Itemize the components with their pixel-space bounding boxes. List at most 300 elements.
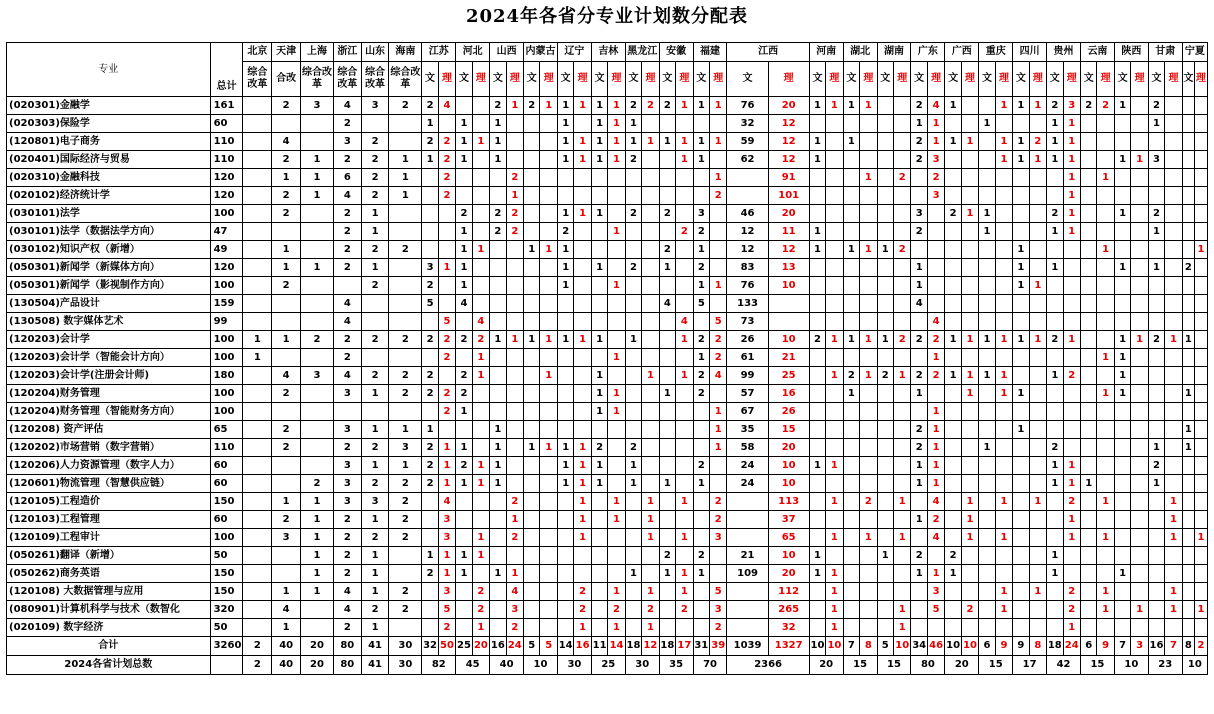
quota-cell <box>540 619 557 637</box>
quota-cell: 1 <box>1029 277 1046 295</box>
quota-cell: 1 <box>927 565 944 583</box>
quota-cell: 4 <box>333 367 361 385</box>
quota-cell <box>591 313 607 331</box>
quota-cell <box>1013 367 1029 385</box>
quota-cell <box>877 205 893 223</box>
quota-cell <box>1195 151 1208 169</box>
quota-cell <box>979 475 995 493</box>
quota-cell <box>438 223 455 241</box>
quota-cell <box>1047 169 1063 187</box>
quota-cell <box>272 295 301 313</box>
quota-cell <box>301 385 334 403</box>
quota-cell: 3 <box>710 529 727 547</box>
quota-cell <box>1013 619 1029 637</box>
quota-cell <box>945 115 961 133</box>
quota-cell <box>524 565 540 583</box>
quota-cell <box>642 439 659 457</box>
quota-cell: 2 <box>361 475 389 493</box>
major-total: 100 <box>210 385 243 403</box>
major-name: (120202)市场营销（数字营销） <box>7 439 211 457</box>
quota-cell <box>642 457 659 475</box>
quota-cell: 1 <box>1047 367 1063 385</box>
major-total: 150 <box>210 565 243 583</box>
quota-cell <box>243 403 272 421</box>
quota-cell: 1 <box>809 151 825 169</box>
sum-cell: 7 <box>843 637 859 656</box>
quota-cell: 1 <box>1063 187 1080 205</box>
quota-cell <box>472 187 489 205</box>
quota-cell <box>1165 169 1182 187</box>
quota-cell <box>574 259 591 277</box>
province-header: 甘肃 <box>1148 43 1182 62</box>
quota-cell <box>524 403 540 421</box>
quota-cell <box>676 385 693 403</box>
quota-cell: 1 <box>608 133 625 151</box>
quota-cell: 1 <box>1097 583 1114 601</box>
province-header: 湖北 <box>843 43 877 62</box>
sum-cell: 1039 <box>727 637 768 656</box>
quota-cell <box>608 421 625 439</box>
quota-cell <box>979 133 995 151</box>
plan-cell: 2366 <box>727 656 809 675</box>
quota-cell: 1 <box>1182 331 1194 349</box>
quota-cell <box>1131 511 1148 529</box>
quota-cell: 1 <box>301 565 334 583</box>
quota-cell <box>1131 565 1148 583</box>
quota-cell: 1 <box>693 277 709 295</box>
table-row <box>7 349 1208 367</box>
quota-cell <box>1195 385 1208 403</box>
quota-cell: 35 <box>727 421 768 439</box>
province-header: 陕西 <box>1114 43 1148 62</box>
quota-cell <box>1114 457 1130 475</box>
quota-cell: 1 <box>843 133 859 151</box>
quota-cell <box>979 277 995 295</box>
quota-cell <box>727 493 768 511</box>
quota-cell: 2 <box>272 385 301 403</box>
quota-cell <box>591 421 607 439</box>
quota-cell: 12 <box>727 241 768 259</box>
quota-cell <box>893 277 910 295</box>
sum-cell: 10 <box>961 637 978 656</box>
quota-cell <box>456 169 472 187</box>
quota-cell <box>843 349 859 367</box>
sum-cell: 39 <box>710 637 727 656</box>
quota-cell: 1 <box>557 259 573 277</box>
quota-cell <box>422 187 438 205</box>
quota-cell <box>625 349 641 367</box>
subject-header: 理 <box>995 62 1012 97</box>
quota-cell: 2 <box>693 547 709 565</box>
quota-cell: 11 <box>768 223 809 241</box>
quota-cell: 76 <box>727 97 768 115</box>
quota-cell <box>1029 205 1046 223</box>
quota-cell: 1 <box>591 331 607 349</box>
plan-cell: 30 <box>557 656 591 675</box>
quota-cell <box>877 97 893 115</box>
quota-cell: 2 <box>361 151 389 169</box>
sum-cell: 17 <box>676 637 693 656</box>
quota-cell <box>1063 349 1080 367</box>
quota-cell: 1 <box>961 385 978 403</box>
quota-cell <box>995 241 1012 259</box>
quota-cell <box>1029 439 1046 457</box>
major-name: (120204)财务管理 <box>7 385 211 403</box>
quota-cell <box>591 565 607 583</box>
quota-cell: 2 <box>301 475 334 493</box>
subject-header: 理 <box>1097 62 1114 97</box>
quota-cell <box>1063 547 1080 565</box>
quota-cell: 1 <box>608 493 625 511</box>
sum-cell: 2 <box>1195 637 1208 656</box>
quota-cell <box>557 403 573 421</box>
quota-cell: 1 <box>860 529 877 547</box>
quota-cell <box>945 529 961 547</box>
subject-header: 文 <box>693 62 709 97</box>
quota-cell <box>243 565 272 583</box>
major-total: 100 <box>210 277 243 295</box>
quota-cell <box>591 547 607 565</box>
sum-cell: 50 <box>438 637 455 656</box>
quota-cell <box>625 313 641 331</box>
quota-cell <box>389 115 422 133</box>
province-header: 广东 <box>911 43 945 62</box>
quota-cell: 1 <box>1195 529 1208 547</box>
quota-cell <box>1013 313 1029 331</box>
subject-header: 理 <box>768 62 809 97</box>
major-name: (120203)会计学(注册会计师) <box>7 367 211 385</box>
major-total: 50 <box>210 619 243 637</box>
quota-cell <box>301 115 334 133</box>
quota-cell <box>676 439 693 457</box>
quota-cell <box>524 223 540 241</box>
quota-cell: 1 <box>608 277 625 295</box>
subject-header: 理 <box>676 62 693 97</box>
quota-cell <box>389 547 422 565</box>
quota-cell: 1 <box>557 97 573 115</box>
quota-cell: 1 <box>693 241 709 259</box>
quota-cell <box>860 313 877 331</box>
quota-cell <box>693 583 709 601</box>
quota-cell: 5 <box>693 295 709 313</box>
quota-cell: 2 <box>490 223 506 241</box>
quota-cell: 1 <box>1013 259 1029 277</box>
quota-cell: 1 <box>540 97 557 115</box>
quota-cell <box>693 313 709 331</box>
quota-cell <box>1131 367 1148 385</box>
quota-cell: 2 <box>710 619 727 637</box>
quota-cell <box>893 187 910 205</box>
quota-cell: 1 <box>911 115 927 133</box>
quota-cell <box>1047 295 1063 313</box>
quota-cell: 1 <box>860 97 877 115</box>
quota-cell <box>1080 205 1096 223</box>
plan-cell: 2 <box>243 656 272 675</box>
major-name: (020303)保险学 <box>7 115 211 133</box>
quota-cell <box>361 115 389 133</box>
quota-cell: 3 <box>272 529 301 547</box>
quota-cell <box>243 277 272 295</box>
quota-cell <box>826 313 843 331</box>
quota-cell <box>574 223 591 241</box>
quota-cell: 1 <box>1047 457 1063 475</box>
quota-cell <box>843 295 859 313</box>
quota-cell: 1 <box>438 547 455 565</box>
quota-cell <box>843 583 859 601</box>
quota-cell: 1 <box>693 97 709 115</box>
quota-cell <box>540 511 557 529</box>
quota-cell <box>826 241 843 259</box>
quota-cell: 101 <box>768 187 809 205</box>
quota-cell <box>911 601 927 619</box>
quota-cell: 2 <box>945 547 961 565</box>
quota-cell: 1 <box>490 475 506 493</box>
sum-cell: 10 <box>826 637 843 656</box>
subject-header: 文 <box>456 62 472 97</box>
quota-cell <box>911 403 927 421</box>
quota-cell <box>927 547 944 565</box>
quota-cell: 2 <box>710 331 727 349</box>
quota-cell: 4 <box>472 313 489 331</box>
quota-cell: 1 <box>456 439 472 457</box>
subject-header: 综合改革 <box>389 62 422 97</box>
quota-cell <box>1013 223 1029 241</box>
province-header: 贵州 <box>1047 43 1081 62</box>
quota-cell <box>659 511 675 529</box>
quota-cell <box>1195 457 1208 475</box>
quota-cell <box>945 421 961 439</box>
quota-cell: 1 <box>826 457 843 475</box>
quota-cell <box>1195 439 1208 457</box>
quota-cell <box>961 313 978 331</box>
quota-cell <box>1182 565 1194 583</box>
quota-cell <box>961 547 978 565</box>
quota-cell: 1 <box>422 421 438 439</box>
major-total: 50 <box>210 547 243 565</box>
quota-cell: 4 <box>927 493 944 511</box>
quota-cell: 2 <box>438 349 455 367</box>
quota-cell <box>540 187 557 205</box>
quota-cell <box>1013 349 1029 367</box>
quota-cell: 1 <box>490 439 506 457</box>
quota-cell <box>243 475 272 493</box>
quota-cell <box>659 169 675 187</box>
quota-cell <box>693 421 709 439</box>
quota-cell <box>843 439 859 457</box>
major-total: 110 <box>210 133 243 151</box>
quota-cell <box>927 295 944 313</box>
sum-cell: 3 <box>1131 637 1148 656</box>
quota-cell: 2 <box>608 601 625 619</box>
quota-cell: 2 <box>591 439 607 457</box>
table-row <box>7 133 1208 151</box>
quota-cell: 1 <box>995 367 1012 385</box>
quota-cell: 1 <box>438 439 455 457</box>
table-row <box>7 151 1208 169</box>
major-total: 100 <box>210 331 243 349</box>
quota-cell <box>524 493 540 511</box>
quota-cell: 2 <box>389 367 422 385</box>
table-row <box>7 241 1208 259</box>
quota-cell: 2 <box>506 619 523 637</box>
quota-cell <box>1131 475 1148 493</box>
quota-cell <box>1047 511 1063 529</box>
quota-cell: 2 <box>893 169 910 187</box>
quota-cell: 1 <box>574 511 591 529</box>
quota-cell <box>693 511 709 529</box>
quota-cell <box>243 511 272 529</box>
quota-cell <box>1148 313 1164 331</box>
quota-cell <box>456 619 472 637</box>
quota-cell: 1 <box>557 277 573 295</box>
quota-cell: 1 <box>472 547 489 565</box>
sum-cell: 6 <box>979 637 995 656</box>
quota-cell: 1 <box>1047 115 1063 133</box>
quota-cell <box>540 601 557 619</box>
quota-cell: 2 <box>389 97 422 115</box>
quota-cell <box>243 313 272 331</box>
quota-cell <box>524 169 540 187</box>
quota-cell <box>710 475 727 493</box>
quota-cell: 1 <box>710 421 727 439</box>
quota-cell: 2 <box>272 421 301 439</box>
sum-cell: 8 <box>860 637 877 656</box>
quota-cell: 2 <box>456 385 472 403</box>
quota-cell: 5 <box>710 583 727 601</box>
quota-cell <box>608 331 625 349</box>
quota-cell <box>961 151 978 169</box>
quota-cell <box>642 205 659 223</box>
quota-cell <box>557 421 573 439</box>
quota-cell: 1 <box>676 493 693 511</box>
quota-cell <box>1148 133 1164 151</box>
subject-header: 理 <box>1063 62 1080 97</box>
quota-cell: 1 <box>524 241 540 259</box>
quota-cell <box>693 403 709 421</box>
quota-cell <box>642 421 659 439</box>
subject-header: 文 <box>1114 62 1130 97</box>
quota-cell <box>1131 187 1148 205</box>
quota-cell <box>490 403 506 421</box>
quota-cell <box>945 223 961 241</box>
quota-cell <box>243 241 272 259</box>
subject-header: 文 <box>809 62 825 97</box>
quota-cell <box>1182 349 1194 367</box>
quota-cell: 3 <box>301 97 334 115</box>
quota-cell <box>877 313 893 331</box>
quota-cell <box>1131 241 1148 259</box>
quota-cell <box>524 367 540 385</box>
quota-cell <box>860 259 877 277</box>
quota-cell <box>1182 133 1194 151</box>
table-row <box>7 583 1208 601</box>
quota-cell <box>1114 277 1130 295</box>
plan-cell: 42 <box>1047 656 1081 675</box>
sum-cell: 16 <box>574 637 591 656</box>
quota-cell: 4 <box>272 367 301 385</box>
quota-cell <box>642 547 659 565</box>
sum-cell: 32 <box>422 637 438 656</box>
quota-cell: 2 <box>693 259 709 277</box>
quota-cell: 1 <box>642 583 659 601</box>
quota-cell: 10 <box>768 457 809 475</box>
quota-cell: 3 <box>333 493 361 511</box>
quota-cell <box>1029 421 1046 439</box>
quota-cell <box>826 439 843 457</box>
quota-cell: 109 <box>727 565 768 583</box>
quota-cell <box>826 115 843 133</box>
quota-cell: 1 <box>945 367 961 385</box>
quota-cell: 1 <box>438 475 455 493</box>
quota-cell <box>809 619 825 637</box>
quota-cell <box>1114 313 1130 331</box>
sum-cell: 5 <box>524 637 540 656</box>
quota-cell <box>961 619 978 637</box>
quota-cell: 3 <box>438 529 455 547</box>
quota-cell <box>995 511 1012 529</box>
quota-cell <box>456 493 472 511</box>
quota-cell <box>1080 421 1096 439</box>
quota-cell: 2 <box>333 439 361 457</box>
province-header: 河南 <box>809 43 843 62</box>
quota-cell <box>727 169 768 187</box>
quota-cell <box>860 565 877 583</box>
quota-cell: 1 <box>625 133 641 151</box>
quota-cell: 21 <box>727 547 768 565</box>
quota-cell: 1 <box>1047 151 1063 169</box>
quota-cell: 1 <box>1063 457 1080 475</box>
subject-header: 文 <box>877 62 893 97</box>
quota-cell <box>243 259 272 277</box>
quota-cell <box>1114 529 1130 547</box>
quota-cell <box>826 277 843 295</box>
quota-cell <box>809 367 825 385</box>
quota-cell <box>456 187 472 205</box>
quota-cell: 1 <box>1063 169 1080 187</box>
quota-cell <box>843 511 859 529</box>
quota-cell <box>422 313 438 331</box>
quota-cell: 2 <box>961 601 978 619</box>
quota-cell <box>1029 223 1046 241</box>
quota-cell: 1 <box>659 133 675 151</box>
quota-cell <box>574 313 591 331</box>
quota-cell <box>608 205 625 223</box>
quota-cell <box>979 457 995 475</box>
quota-cell: 4 <box>333 97 361 115</box>
quota-cell <box>945 349 961 367</box>
quota-cell: 12 <box>727 223 768 241</box>
quota-cell: 1 <box>995 493 1012 511</box>
quota-cell: 2 <box>710 493 727 511</box>
quota-cell <box>506 313 523 331</box>
quota-cell: 1 <box>472 241 489 259</box>
quota-cell: 4 <box>333 601 361 619</box>
quota-cell: 1 <box>456 475 472 493</box>
quota-cell <box>979 313 995 331</box>
quota-cell <box>1148 367 1164 385</box>
quota-cell <box>1195 133 1208 151</box>
quota-cell <box>693 619 709 637</box>
quota-cell <box>860 601 877 619</box>
quota-cell <box>809 259 825 277</box>
quota-cell: 61 <box>727 349 768 367</box>
quota-cell: 20 <box>768 97 809 115</box>
quota-cell: 1 <box>676 151 693 169</box>
quota-cell <box>1148 511 1164 529</box>
quota-cell: 1 <box>608 115 625 133</box>
quota-cell <box>676 169 693 187</box>
quota-cell: 1 <box>591 457 607 475</box>
